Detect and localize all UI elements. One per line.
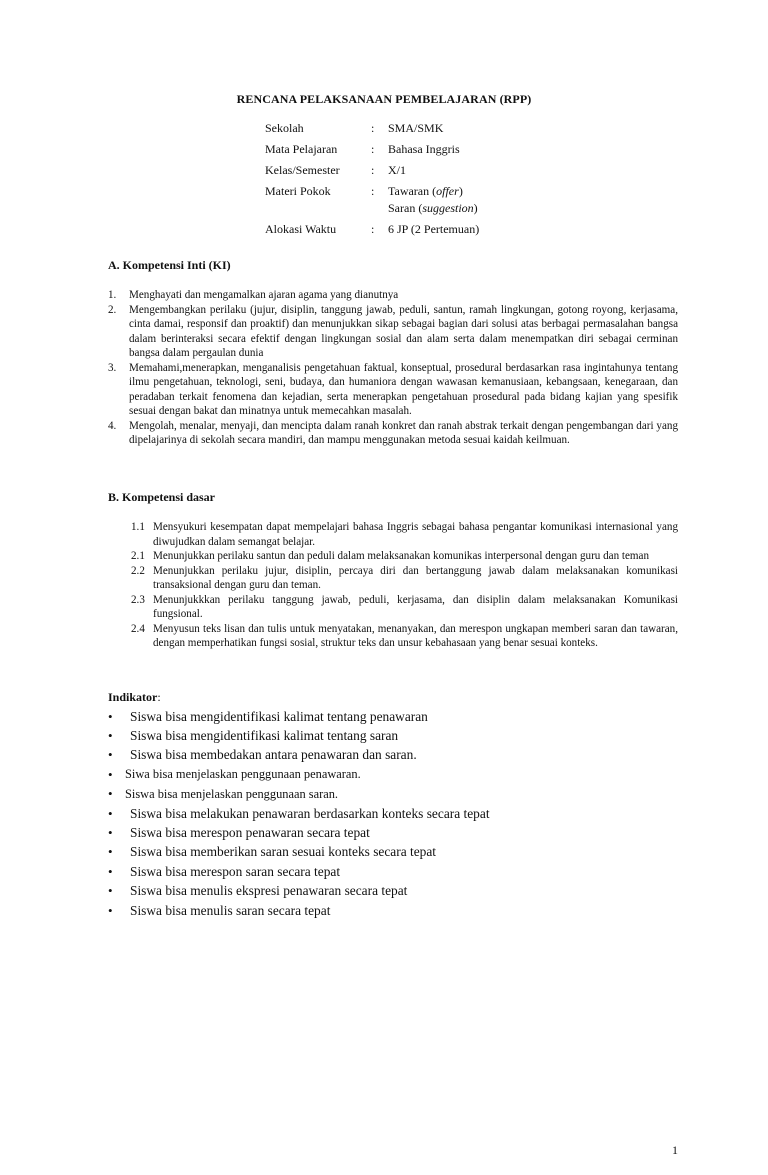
kd-text: Mensyukuri kesempatan dapat mempelajari bahasa Inggris sebagai bahasa pengantar komunikasi internasional yang diwujudkan dalam semangat belajar. (153, 521, 678, 548)
topic-offer: Tawaran (offer) (388, 184, 463, 198)
ki-number: 2. (108, 303, 117, 316)
bullet-icon: • (108, 747, 113, 763)
info-separator: : (371, 121, 375, 135)
ki-number: 4. (108, 419, 117, 432)
indicator-item (108, 901, 668, 920)
kd-item (131, 593, 678, 622)
indicator-text: Siswa bisa mengidentifikasi kalimat tentang penawaran (130, 708, 428, 724)
ki-item (108, 288, 678, 303)
indicator-item (108, 746, 668, 765)
info-label: Kelas/Semester (265, 163, 340, 177)
indicator-text: Siswa bisa merespon penawaran secara tepat (130, 825, 370, 841)
bullet-icon: • (108, 825, 113, 841)
bullet-icon: • (108, 786, 113, 802)
document-title: RENCANA PELAKSANAAN PEMBELAJARAN (RPP) (236, 92, 532, 106)
indicator-item (108, 765, 668, 784)
bullet-icon: • (108, 883, 113, 899)
indicator-item (108, 785, 668, 804)
kd-item (131, 549, 678, 564)
indicator-text: Siswa bisa membedakan antara penawaran dan saran. (130, 747, 417, 763)
kd-text: Menunjukkan perilaku santun dan peduli dalam melaksanakan komunikas interpersonal dengan guru dan teman (153, 550, 649, 562)
indicator-text: Siswa bisa memberikan saran sesuai konteks secara tepat (130, 844, 437, 860)
indicator-text: Siswa bisa merespon saran secara tepat (130, 863, 341, 879)
kd-text: Menunjukkkan perilaku tanggung jawab, peduli, kerjasama, dan disiplin dalam melaksanakan Komunikasi fungsional. (153, 593, 678, 620)
ki-text: Menghayati dan mengamalkan ajaran agama yang dianutnya (129, 289, 399, 301)
info-label: Mata Pelajaran (265, 142, 338, 156)
indicator-text: Siswa bisa mengidentifikasi kalimat tentang saran (130, 728, 399, 744)
indicator-item (108, 726, 668, 745)
info-row-class (265, 162, 648, 179)
bullet-icon: • (108, 863, 113, 879)
indicator-item (108, 804, 668, 823)
kd-list (131, 520, 678, 651)
kd-item (131, 564, 678, 593)
ki-text: Memahami,menerapkan, menganalisis pengetahuan faktual, konseptual, prosedural berdasarkan rasa ingintahunya tentang ilmu pengetahuan, teknologi, seni, budaya, dan humaniora dengan wawasan kemanusiaan, kebangsaan, kenegaraan, dan peradaban terkait fenomena dan kejadian, serta menerapkan pengetahuan prosedural pada bidang kajian yang spesifik sesuai dengan bakat dan minatnya untuk memecahkan masalah. (129, 361, 678, 417)
info-label: Sekolah (265, 121, 304, 135)
info-row-time (265, 221, 648, 238)
indicator-text: Siswa bisa menulis saran secara tepat (130, 902, 331, 918)
info-value (388, 183, 648, 217)
page-number: 1 (672, 1143, 678, 1157)
kd-text: Menyusun teks lisan dan tulis untuk menyatakan, menanyakan, dan merespon ungkapan memberi saran dan tawaran, dengan memperhatikan fungsi sosial, struktur teks dan unsur kebahasaan yang benar sesuai konteks. (153, 622, 678, 649)
kd-number: 2.2 (131, 564, 145, 577)
indicator-item (108, 862, 668, 881)
kd-number: 2.4 (131, 622, 145, 635)
kd-number: 2.1 (131, 550, 145, 562)
bullet-icon: • (108, 708, 113, 724)
ki-text: Mengolah, menalar, menyaji, dan mencipta dalam ranah konkret dan ranah abstrak terkait dengan pengembangan dari yang dipelajarinya di sekolah secara mandiri, dan mampu menggunakan metoda sesuai kaidah keilmuan. (129, 419, 678, 446)
bullet-icon: • (108, 766, 113, 782)
indicator-item (108, 707, 668, 726)
ki-number: 3. (108, 361, 117, 374)
info-row-topic (265, 183, 648, 217)
section-b-heading: B. Kompetensi dasar (108, 490, 216, 504)
info-value: Bahasa Inggris (388, 142, 460, 156)
indicator-text: Siswa bisa melakukan penawaran berdasarkan konteks secara tepat (130, 805, 490, 821)
indicator-item (108, 882, 668, 901)
kd-item (131, 520, 678, 549)
info-separator: : (371, 184, 375, 198)
indicator-label: Indikator: (108, 690, 161, 704)
info-separator: : (371, 142, 375, 156)
info-table (265, 120, 648, 242)
info-value: X/1 (388, 163, 406, 177)
indicator-item (108, 823, 668, 842)
indicator-item (108, 843, 668, 862)
info-label: Materi Pokok (265, 184, 331, 198)
indicator-list (108, 707, 668, 920)
info-row-school (265, 120, 648, 137)
bullet-icon: • (108, 844, 113, 860)
info-label: Alokasi Waktu (265, 222, 337, 236)
ki-item (108, 303, 678, 361)
kd-number: 1.1 (131, 521, 145, 533)
indicator-text: Siswa bisa menjelaskan penggunaan saran. (125, 786, 338, 801)
info-value: 6 JP (2 Pertemuan) (388, 222, 480, 236)
ki-item (108, 361, 678, 419)
bullet-icon: • (108, 902, 113, 918)
kd-text: Menunjukkan perilaku jujur, disiplin, percaya diri dan bertanggung jawab dalam melaksanakan komunikasi transaksional dengan guru dan teman. (153, 564, 678, 591)
info-separator: : (371, 222, 375, 236)
bullet-icon: • (108, 728, 113, 744)
section-a-heading: A. Kompetensi Inti (KI) (108, 258, 231, 272)
ki-number: 1. (108, 289, 117, 301)
ki-list (108, 288, 678, 448)
topic-suggestion: Saran (suggestion) (388, 201, 478, 215)
info-row-subject (265, 141, 648, 158)
info-value: SMA/SMK (388, 121, 444, 135)
ki-text: Mengembangkan perilaku (jujur, disiplin, tanggung jawab, peduli, santun, ramah lingkungan, gotong royong, kerjasama, cinta damai, responsif dan proaktif) dan menunjukkan sikap sebagai bagian dari solusi atas berbagai permasalahan bangsa dalam berinteraksi secara efektif dengan lingkungan sosial dan alam serta dalam menempatkan diri sebagai cerminan bangsa dalam pergaulan dunia (129, 303, 678, 359)
indicator-text: Siswa bisa menulis ekspresi penawaran secara tepat (130, 883, 408, 899)
kd-number: 2.3 (131, 593, 145, 606)
info-separator: : (371, 163, 375, 177)
kd-item (131, 622, 678, 651)
ki-item (108, 419, 678, 448)
indicator-text: Siwa bisa menjelaskan penggunaan penawaran. (125, 767, 361, 782)
bullet-icon: • (108, 805, 113, 821)
